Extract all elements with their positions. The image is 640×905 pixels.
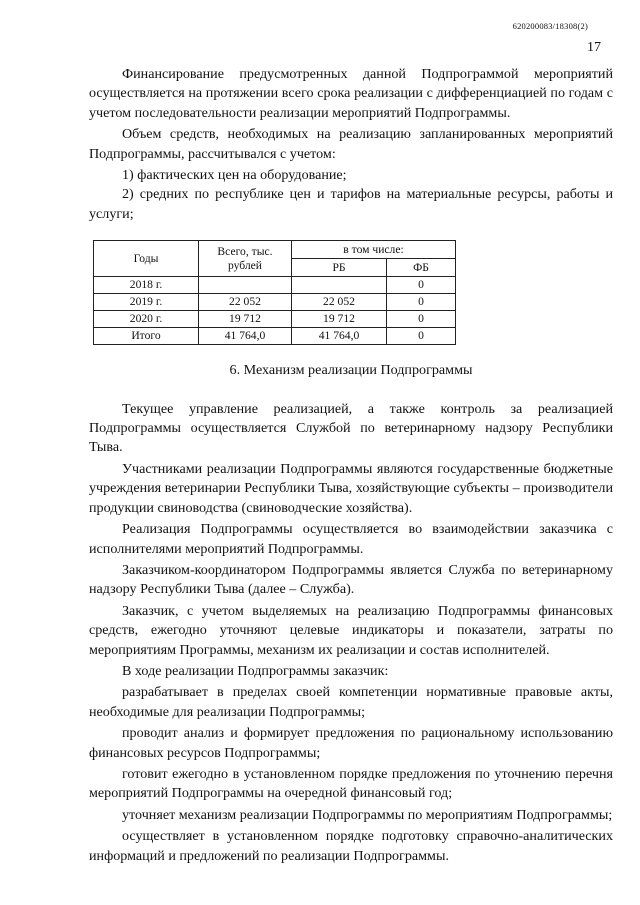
list-item: 2) средних по республике цен и тарифов на материальные ресурсы, работы и услуги; (89, 186, 613, 222)
cell-rb: 22 052 (292, 294, 387, 311)
table-header-row (94, 241, 456, 259)
paragraph: Объем средств, необходимых на реализацию запланированных мероприятий Подпрограммы, рассчитывался с учетом: (89, 126, 613, 162)
cell-year: 2020 г. (94, 311, 199, 328)
financing-table (93, 240, 456, 345)
cell-fb: 0 (387, 328, 456, 345)
cell-total: 22 052 (199, 294, 292, 311)
document-body (89, 65, 613, 866)
cell-rb (292, 277, 387, 294)
list-item: 1) фактических цен на оборудование; (122, 167, 347, 184)
table-row (94, 311, 456, 328)
cell-year: Итого (94, 328, 199, 345)
cell-rb: 41 764,0 (292, 328, 387, 345)
table-row (94, 294, 456, 311)
cell-fb: 0 (387, 311, 456, 328)
paragraph: Заказчиком-координатором Подпрограммы является Служба по ветеринарному надзору Республики Тыва (далее – Служба). (89, 561, 613, 598)
list-item: осуществляет в установленном порядке подготовку справочно-аналитических информаций и предложений по реализации Подпрограммы. (89, 828, 613, 864)
list-item: разрабатывает в пределах своей компетенции нормативные правовые акты, необходимые для реализации Подпрограммы; (89, 684, 613, 720)
cell-year: 2018 г. (94, 277, 199, 294)
cell-total (199, 277, 292, 294)
paragraph: В ходе реализации Подпрограммы заказчик: (122, 662, 389, 679)
paragraph: Участниками реализации Подпрограммы являются государственные бюджетные учреждения ветеринарии Республики Тыва, хозяйствующие субъекты – производители продукции свиноводства (свиноводческие хозяйства). (89, 460, 613, 516)
list-item: проводит анализ и формирует предложения по рациональному использованию финансовых ресурсов Подпрограммы; (89, 725, 613, 761)
list-item: готовит ежегодно в установленном порядке предложения по уточнению перечня мероприятий Подпрограммы на очередной финансовый год; (89, 765, 613, 802)
header-including: в том числе: (292, 241, 456, 259)
header-rb: РБ (292, 259, 387, 277)
cell-total: 19 712 (199, 311, 292, 328)
cell-year: 2019 г. (94, 294, 199, 311)
section-title: 6. Механизм реализации Подпрограммы (229, 362, 473, 379)
cell-fb: 0 (387, 277, 456, 294)
page-number: 17 (587, 40, 601, 55)
paragraph: Реализация Подпрограммы осуществляется во взаимодействии заказчика с исполнителями мероприятий Подпрограммы. (89, 521, 613, 557)
cell-rb: 19 712 (292, 311, 387, 328)
header-total: Всего, тыс. рублей (199, 241, 292, 277)
paragraph: Финансирование предусмотренных данной Подпрограммой мероприятий осуществляется на протяжении всего срока реализации с дифференциацией по годам с учетом последовательности реализации мероприятий Подпрограммы. (89, 66, 613, 121)
cell-fb: 0 (387, 294, 456, 311)
cell-total: 41 764,0 (199, 328, 292, 345)
table-row (94, 328, 456, 345)
list-item: уточняет механизм реализации Подпрограммы по мероприятиям Подпрограммы; (122, 806, 613, 823)
header-years: Годы (94, 241, 199, 277)
table-row (94, 277, 456, 294)
paragraph: Заказчик, с учетом выделяемых на реализацию Подпрограммы финансовых средств, ежегодно уточняют целевые индикаторы и показатели, затраты по мероприятиям Программы, механизм их реализации и состав исполнителей. (89, 602, 613, 658)
header-fb: ФБ (387, 259, 456, 277)
paragraph: Текущее управление реализацией, а также контроль за реализацией Подпрограммы осуществляется Службой по ветеринарному надзору Республики Тыва. (89, 400, 613, 456)
document-id: 620200083/18308(2) (512, 21, 588, 31)
